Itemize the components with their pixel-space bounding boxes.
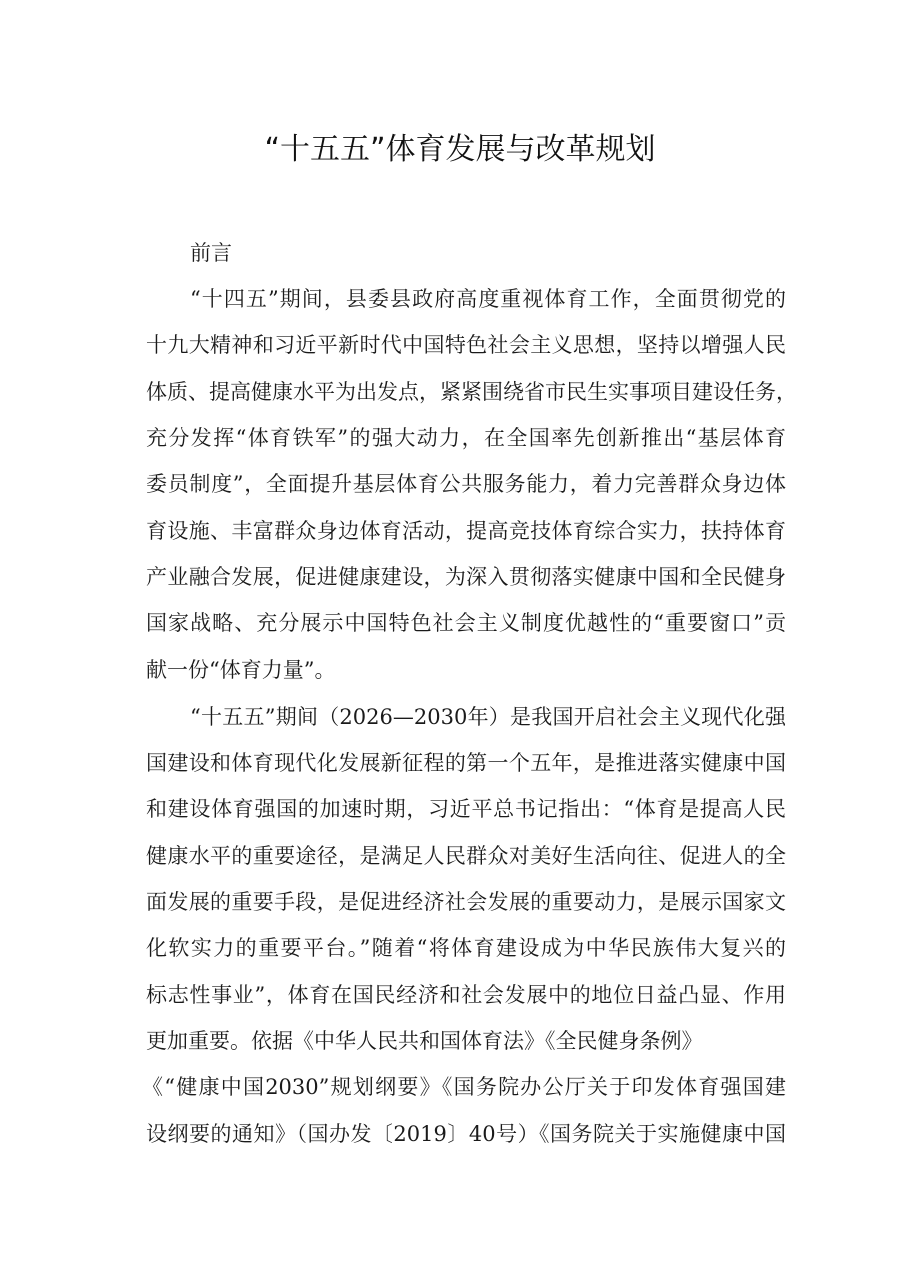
document-title: “十五五”体育发展与改革规划	[264, 132, 656, 167]
paragraph-1-line-4: 充分发挥“体育铁军”的强大动力，在全国率先创新推出“基层体育	[146, 426, 786, 450]
paragraph-1-line-1: “十四五”期间，县委县政府高度重视体育工作，全面贯彻党的	[190, 287, 786, 311]
paragraph-1-line-6: 育设施、丰富群众身边体育活动，提高竞技体育综合实力，扶持体育	[146, 519, 786, 543]
paragraph-2-line-10: 设纲要的通知》（国办发〔2019〕40号）《国务院关于实施健康中国	[146, 1122, 786, 1146]
paragraph-1-line-5: 委员制度”，全面提升基层体育公共服务能力，着力完善群众身边体	[146, 472, 786, 496]
paragraph-1-line-3: 体质、提高健康水平为出发点，紧紧围绕省市民生实事项目建设任务，	[146, 380, 797, 404]
paragraph-2-line-1: “十五五”期间（2026—2030年）是我国开启社会主义现代化强	[190, 705, 786, 729]
section-heading: 前言	[190, 241, 232, 265]
paragraph-2-line-4: 健康水平的重要途径，是满足人民群众对美好生活向往、促进人的全	[146, 844, 786, 868]
paragraph-2-line-3: 和建设体育强国的加速时期，习近平总书记指出：“体育是提高人民	[146, 797, 786, 821]
paragraph-1-line-7: 产业融合发展，促进健康建设，为深入贯彻落实健康中国和全民健身	[146, 565, 786, 589]
paragraph-1-line-9: 献一份“体育力量”。	[146, 658, 336, 682]
paragraph-2-line-2: 国建设和体育现代化发展新征程的第一个五年，是推进落实健康中国	[146, 751, 786, 775]
paragraph-2-line-9: 《“健康中国2030”规划纲要》《国务院办公厅关于印发体育强国建	[142, 1075, 786, 1099]
paragraph-2-line-5: 面发展的重要手段，是促进经济社会发展的重要动力，是展示国家文	[146, 890, 786, 914]
paragraph-1-line-8: 国家战略、充分展示中国特色社会主义制度优越性的“重要窗口”贡	[146, 611, 786, 635]
paragraph-2-line-6: 化软实力的重要平台。”随着“将体育建设成为中华民族伟大复兴的	[146, 936, 786, 960]
paragraph-2-line-8: 更加重要。依据《中华人民共和国体育法》《全民健身条例》	[146, 1029, 703, 1053]
paragraph-1-line-2: 十九大精神和习近平新时代中国特色社会主义思想，坚持以增强人民	[146, 333, 786, 357]
paragraph-2-line-7: 标志性事业”，体育在国民经济和社会发展中的地位日益凸显、作用	[146, 983, 786, 1007]
